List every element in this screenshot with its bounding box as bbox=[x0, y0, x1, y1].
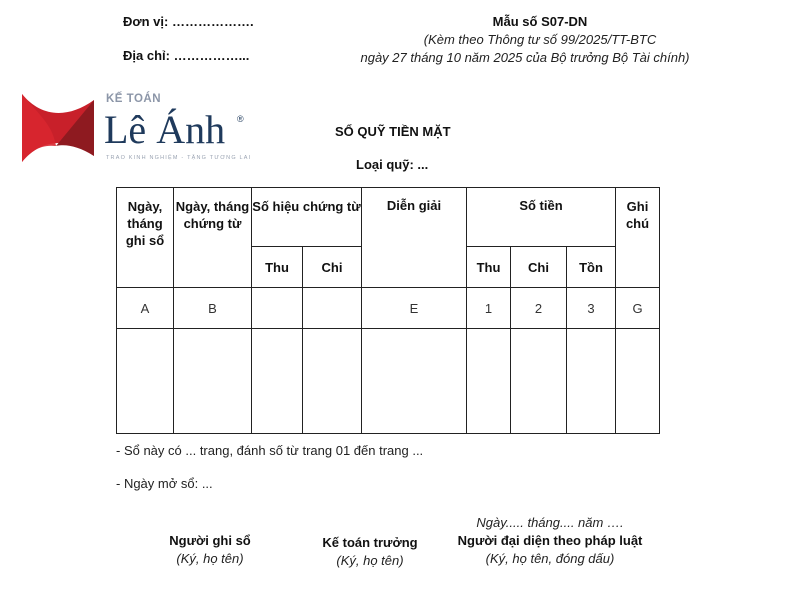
table-cell[interactable] bbox=[616, 329, 660, 434]
table-cell[interactable] bbox=[467, 329, 511, 434]
table-cell[interactable] bbox=[567, 329, 616, 434]
code-row bbox=[117, 288, 660, 329]
code-cell: 1 bbox=[467, 288, 511, 329]
table-cell[interactable] bbox=[174, 329, 252, 434]
header-note: Ghi chú bbox=[616, 188, 660, 288]
circular-line-1: (Kèm theo Thông tư số 99/2025/TT-BTC bbox=[423, 32, 657, 47]
table-cell[interactable] bbox=[511, 329, 567, 434]
table-cell[interactable] bbox=[252, 329, 303, 434]
code-cell: G bbox=[616, 288, 660, 329]
chief-accountant-sub: (Ký, họ tên) bbox=[336, 553, 404, 568]
code-cell bbox=[303, 288, 362, 329]
code-cell: 3 bbox=[567, 288, 616, 329]
logo-tagline: TRAO KINH NGHIỆM - TẶNG TƯƠNG LAI bbox=[106, 155, 252, 161]
header-amount-out: Chi bbox=[511, 247, 567, 288]
header-amount: Số tiền bbox=[467, 188, 616, 247]
header-record-date: Ngày, tháng ghi sổ bbox=[117, 188, 174, 288]
logo-main-text: Lê Ánh bbox=[104, 107, 226, 152]
header-voucher-out: Chi bbox=[303, 247, 362, 288]
cash-ledger-table bbox=[116, 187, 660, 434]
unit-field: Đơn vị: ………………. bbox=[123, 14, 254, 29]
bookkeeper-title: Người ghi sổ bbox=[169, 533, 251, 548]
table-cell[interactable] bbox=[362, 329, 467, 434]
header-voucher-in: Thu bbox=[252, 247, 303, 288]
chief-accountant-title: Kế toán trưởng bbox=[322, 535, 418, 550]
page-title: SỔ QUỸ TIỀN MẶT bbox=[335, 124, 451, 139]
code-cell: A bbox=[117, 288, 174, 329]
code-cell: E bbox=[362, 288, 467, 329]
code-cell bbox=[252, 288, 303, 329]
fund-type: Loại quỹ: ... bbox=[356, 157, 429, 172]
form-code: Mẫu số S07-DN bbox=[492, 14, 588, 29]
legal-rep-title: Người đại diện theo pháp luật bbox=[457, 533, 643, 548]
logo-mark-icon bbox=[22, 94, 94, 162]
bookkeeper-sub: (Ký, họ tên) bbox=[176, 551, 244, 566]
circular-line-2: ngày 27 tháng 10 năm 2025 của Bộ trưởng Bộ Tài chính) bbox=[360, 50, 690, 65]
open-date-note: - Ngày mở sổ: ... bbox=[116, 476, 213, 491]
signature-date-line: Ngày..... tháng.... năm …. bbox=[476, 515, 624, 530]
code-cell: B bbox=[174, 288, 252, 329]
pages-note: - Sổ này có ... trang, đánh số từ trang 01 đến trang ... bbox=[116, 443, 424, 458]
address-field: Địa chỉ: ……………... bbox=[123, 48, 250, 63]
legal-rep-sub: (Ký, họ tên, đóng dấu) bbox=[485, 551, 615, 566]
header-amount-balance: Tồn bbox=[567, 247, 616, 288]
table-row bbox=[117, 329, 660, 434]
header-voucher-number: Số hiệu chứng từ bbox=[252, 188, 362, 247]
table-cell[interactable] bbox=[303, 329, 362, 434]
logo-top-text: KẾ TOÁN bbox=[106, 93, 162, 105]
table-cell[interactable] bbox=[117, 329, 174, 434]
code-cell: 2 bbox=[511, 288, 567, 329]
header-description: Diễn giải bbox=[362, 188, 467, 288]
header-amount-in: Thu bbox=[467, 247, 511, 288]
registered-mark-icon: ® bbox=[237, 114, 244, 124]
header-voucher-date: Ngày, tháng chứng từ bbox=[174, 188, 252, 288]
